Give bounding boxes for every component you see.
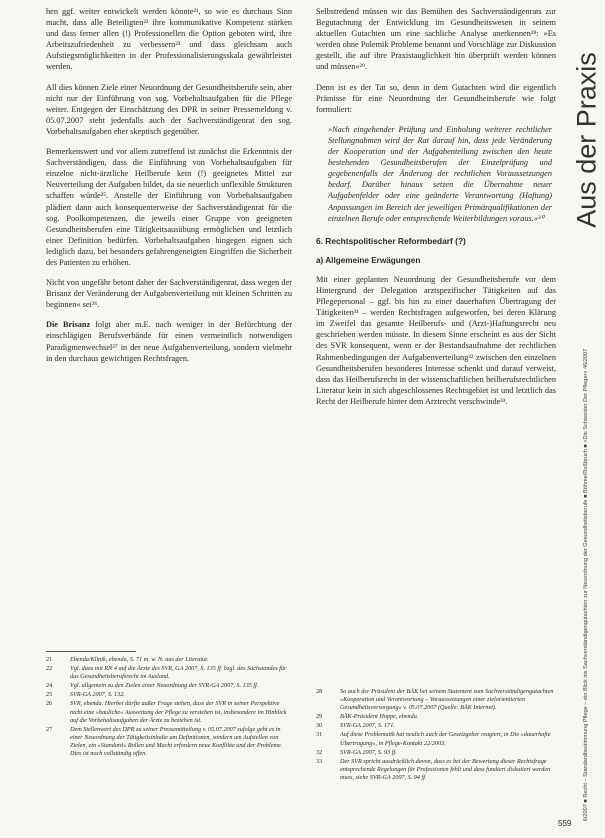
paragraph-text: folgt aber m.E. nach weniger in der Befürchtung der einschlägigen Berufsverbände für einen vermeintlich notwendigen Paradigmenwechsel²⁷ in der neue Aufgabenverteilung, sondern vielmehr in den durchaus gewichtigen Rechtsfragen. xyxy=(46,320,292,363)
paragraph xyxy=(46,319,292,363)
footnote-number: 27 xyxy=(46,725,53,733)
footnote-text: SVR-GA 2007, S. 171. xyxy=(340,722,395,730)
footnote xyxy=(46,656,292,664)
footnote-text: Dem Stellenwert des DPR zu seiner Pressemitteilung v. 05.07.2007 zufolge geht es in einer Neuordnung der Tätigkeitsinhalte um Definitionen, sondern um Aufstellen von Zielen, ein »Standard« Rollen und Macht erfordern neue Konflikte und der Probleme. Dies ist noch vollständig offen. xyxy=(70,725,283,758)
footnote-text: Vgl. dazu mit RN 4 auf die Ärzte des SVR, GA 2007, S. 135 ff. bzgl. des Sachstandes für das Gesundheitsberufsrecht im Ausland. xyxy=(70,665,287,681)
footnote-number: 24 xyxy=(46,682,53,690)
footnote-number: 25 xyxy=(46,691,53,699)
right-text-column xyxy=(316,6,556,416)
block-quote: »Nach eingehender Prüfung und Einholung weiterer rechtlicher Stellungnahmen wird der Rat darauf hin, dass jede Veränderung der Kooperation und der Aufgabenteilung zwischen den heute bestehenden Gesundheitsberufen der Einzelprüfung und gegebenenfalls der Änderung der rechtlichen Voraussetzungen bedarf. Darüber hinaus setzen die Übernahme neuer Aufgabenfelder oder eine geänderte Verantwortung (Haftung) Anpassungen im Bereich der jeweiligen Primärqualifikationen der einzelnen Berufe oder entsprechende Weiterbildungen voraus.«³⁰ xyxy=(328,124,552,223)
left-text-column xyxy=(46,6,292,373)
section-heading: 6. Rechtspolitischer Reformbedarf (?) xyxy=(316,235,466,246)
footnote xyxy=(316,713,556,721)
paragraph: Nicht von ungefähr betont daher der Sachverständigenrat, dass wegen der Brisanz der Veränderung der Aufgabenverteilung mit kleinen Schritten zu beginnen« sei²⁶. xyxy=(46,278,292,310)
footnote xyxy=(46,682,292,690)
footnote-number: 30 xyxy=(316,722,323,730)
paragraph: Mit einer geplanten Neuordnung der Gesundheitsberufe vor dem Hintergrund der Delegation arztspezifischer Tätigkeiten auf das Pflegepersonal – ggf. bis hin zu einer dauerhaften Übertragung der Tätigkeiten³¹ – werden Rechtsfragen aufgeworfen, bei deren Klärung im Zweifel das gesamte Heilberufs- und (Arzt-)Haftungsrecht neu geschrieben werden müsste. In diesem Sinne erscheint es aus der Sicht des SVR konsequent, wenn er der Bestandsaufnahme der rechtlichen Rahmenbedingungen der Aufgabenverteilung³² zwischen den einzelnen Gesundheitsberufen besonderes Interesse schenkt und darauf verweist, dass das Heilberufsrecht in der wissenschaftlichen heilberufsrechtlichen Literatur kein in sich abgeschlossenes Rechtsgebiet ist und letztlich das Recht der Heilberufe hinter dem Arztrecht verschwinde³³. xyxy=(316,274,556,406)
footnote-text: Auf diese Problematik hat neulich auch der Gesetzgeber reagiert, in Die »dauerhafte Übertragung«, in Pflege-Kontakt 22/2003. xyxy=(340,731,551,747)
footnotes-right xyxy=(316,688,556,783)
subsection-heading: a) Allgemeine Erwägungen xyxy=(316,255,421,265)
footnote xyxy=(46,726,292,758)
footnote-text: So auch der Präsident der BÄK bei seinem Statement zum Sachverständigengutachten »Kooperation und Verantwortung – Voraussetzungen einer zielorientierten Gesundheitsversorgung« v. 05.07.2007 (Quelle: BÄK Internet). xyxy=(340,688,554,712)
footnote-number: 29 xyxy=(316,713,323,721)
footnote-text: SVR, ebenda. Hierbei dürfte außer Frage stehen, dass der SVR in seiner Perspektive nicht eine »bauliche« Ausweitung der Pflege zu verstehen ist, insbesondere im Hinblick auf die Vorbehaltsaufgaben der Ärzte zu beziehen ist. xyxy=(70,700,287,724)
paragraph: Selbstredend müssen wir das Bemühen des Sachverständigenrats zur Begutachtung der Entwicklung im Gesundheitswesen in seinem aktuellen Gutachten um eine sachliche Analyse anerkennen²⁸: »Es werden ohne Polemik Probleme benannt und Vorschläge zur Diskussion gestellt, die auf ihre Praxistauglichkeit hin überprüft werden können und müssen«²⁹. xyxy=(316,7,556,72)
bold-keyword: Die Brisanz xyxy=(46,320,91,330)
footnote xyxy=(316,758,556,782)
footnote xyxy=(46,665,292,681)
footnote-number: 32 xyxy=(316,748,323,756)
footnote-number: 33 xyxy=(316,757,323,765)
footnotes-left xyxy=(46,656,292,759)
footnote xyxy=(316,749,556,757)
footnote-number: 26 xyxy=(46,700,53,708)
footnote-text: SVR-GA 2007, S. 93 ff. xyxy=(340,748,397,756)
footnote xyxy=(316,722,556,730)
footnote-number: 28 xyxy=(316,688,323,695)
footnote-text: Ebenda/Klinik, ebenda, S. 71 m. w. N. aus der Literatur. xyxy=(70,656,209,663)
footnote-text: Der SVR spricht ausdrücklich davon, dass es bei der Bewertung dieser Rechtsfrage entsprechende Regelungen für Professionen fehlt und dass fundiert diskutiert werden muss, siehe SVR-GA 2007, S. 94 ff. xyxy=(340,757,551,781)
footnote-text: Vgl. allgemein zu den Zielen einer Neuordnung der SVR-GA 2007, S. 135 ff. xyxy=(70,682,259,690)
footnote xyxy=(46,691,292,699)
footnote xyxy=(46,700,292,724)
section-title-vertical: Aus der Praxis xyxy=(571,52,602,228)
footnote xyxy=(316,731,556,747)
footnote-number: 22 xyxy=(46,665,53,673)
footnote-number: 31 xyxy=(316,731,323,739)
paragraph: hen ggf. weiter entwickelt werden könnte²¹, so wie es durchaus Sinn macht, dass alle Beteiligten²² ihre kommunikative Kompetenz stärken und dass ferner allen (!) Professionellen die Option geboten wird, ihre Arbeitszufriedenheit zu verbessern²³ und dass gleichsam auch Aufstiegsmöglichkeiten in der Professionalisierungsskala gewährleistet werden. xyxy=(46,7,292,72)
footnote xyxy=(316,688,556,712)
running-header-vertical: 6/2007 ■ Recht – Standardbestimmung Pflege – ein Blick ins Sachverständigengutachten zur Neuordnung der Gesundheitsberufe ■ Böhme/Roßbruch ■ »Die Schwester Der Pfleger« 46/2007 xyxy=(583,348,589,822)
paragraph: All dies können Ziele einer Neuordnung der Gesundheitsberufe sein, aber nicht nur der Einführung von sog. Vorbehaltsaufgaben für die Pflege weiter. Entgegen der Einschätzung des DPR in seiner Pressemeldung v. 05.07.2007 steht jedenfalls auch der Sachverständigenrat den sog. Vorbehaltsaufgaben eher skeptisch gegenüber. xyxy=(46,82,292,136)
footnote-divider xyxy=(46,651,136,652)
page-number: 559 xyxy=(558,819,572,828)
footnote-number: 21 xyxy=(46,656,53,663)
footnote-text: SVR-GA 2007, S. 132. xyxy=(70,691,125,699)
paragraph: Denn ist es der Tat so, denn in dem Gutachten wird die eigentlich Prämisse für eine Neuordnung der Gesundheitsberufe wie folgt formuliert: xyxy=(316,82,556,114)
footnote-text: BÄK-Präsident Hoppe, ebenda. xyxy=(340,713,419,721)
paragraph: Bemerkenswert und vor allem zutreffend ist zunächst die Erkenntnis der Sachverständigen, dass die Einführung von Vorbehaltsaufgaben für einzelne nicht-ärztliche Heilberufe kein (!) geeignetes Mittel zur Neuverteilung der Aufgaben bildet, da sie neuerlich unflexible Strukturen schaffen würde²⁵. Anstelle der Einführung von Vorbehaltsaufgaben plädiert dann auch konsequenterweise der Sachverständigenrat für die sog. Poolkompetenzen, die jeweils einer Gruppe von geeigneten Gesundheitsberufen eine Tätigkeitsausübung ermöglichen und letztlich einer Definition bedürfen. Vorbehaltsaufgaben hingegen eignen sich lediglich dazu, bei besonders gefahrengeneigten Eingriffen die Sicherheit des Patienten zu erhöhen. xyxy=(46,147,292,267)
